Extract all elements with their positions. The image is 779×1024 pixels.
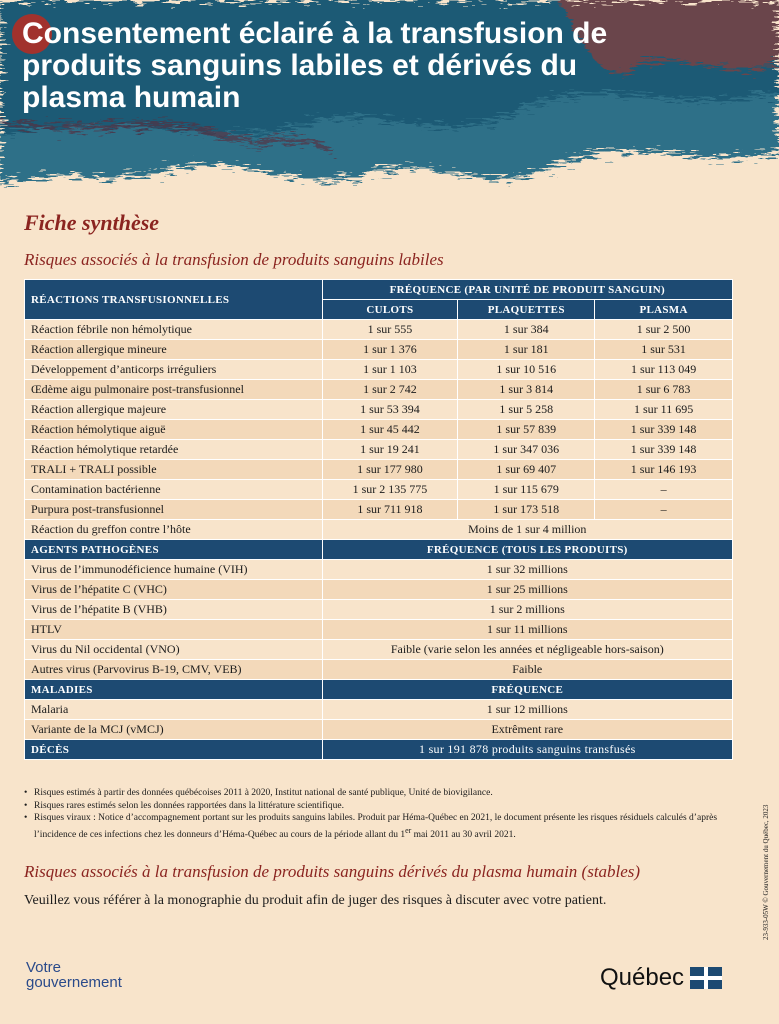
row-label: Réaction allergique mineure (25, 340, 323, 360)
footnote: • Risques estimés à partir des données québécoises 2011 à 2020, Institut national de santé publique, Unité de biovigilance. (24, 787, 724, 800)
section-header-agents (25, 540, 733, 560)
row-label: Virus de l’hépatite C (VHC) (25, 580, 323, 600)
row-label: TRALI + TRALI possible (25, 460, 323, 480)
row-value: 1 sur 11 millions (322, 620, 732, 640)
row-value: 1 sur 339 148 (595, 420, 733, 440)
footnote-text: Risques viraux : Notice d’accompagnement portant sur les produits sanguins labiles. Produit par Héma-Québec en 2021, le document présente les risques résiduels calculés d’après l’incidence de ces infections chez les donneurs d’Héma-Québec au cours de la période allant du 1 (34, 813, 718, 840)
table-row (25, 720, 733, 740)
row-label: Réaction du greffon contre l’hôte (25, 520, 323, 540)
row-label: Réaction hémolytique aiguë (25, 420, 323, 440)
row-label: Réaction hémolytique retardée (25, 440, 323, 460)
deces-row (25, 740, 733, 760)
row-label: Contamination bactérienne (25, 480, 323, 500)
row-value: 1 sur 347 036 (458, 440, 595, 460)
table-row (25, 640, 733, 660)
section-labile-title: Risques associés à la transfusion de produits sanguins labiles (24, 250, 444, 269)
row-label: Réaction fébrile non hémolytique (25, 320, 323, 340)
footnote-sup: er (405, 825, 412, 835)
row-value: 1 sur 173 518 (458, 500, 595, 520)
footnotes (24, 787, 724, 841)
row-value: Faible (varie selon les années et négligeable hors-saison) (322, 640, 732, 660)
title-text: onsentement éclairé à la transfusion de produits sanguins labiles et dérivés du plasma humain (22, 17, 608, 114)
row-value: – (595, 500, 733, 520)
table-row (25, 600, 733, 620)
quebec-wordmark: Québec (600, 964, 685, 991)
row-label: Malaria (25, 700, 323, 720)
row-value: 1 sur 11 695 (595, 400, 733, 420)
section-header-maladies (25, 680, 733, 700)
table-row (25, 660, 733, 680)
quebec-flag-icon (690, 967, 722, 989)
row-value: 1 sur 115 679 (458, 480, 595, 500)
table-row (25, 480, 733, 500)
logo-line2: gouvernement (26, 974, 122, 991)
row-value: 1 sur 69 407 (458, 460, 595, 480)
section-frequency-label: FRÉQUENCE (322, 680, 732, 700)
row-value: 1 sur 181 (458, 340, 595, 360)
side-credit-text: 23-933-05W © Gouvernement du Québec, 2023 (762, 804, 770, 940)
row-label: Virus du Nil occidental (VNO) (25, 640, 323, 660)
side-credit (751, 740, 770, 940)
row-value: 1 sur 555 (322, 320, 458, 340)
row-value: 1 sur 2 135 775 (322, 480, 458, 500)
row-value: 1 sur 5 258 (458, 400, 595, 420)
table-row (25, 620, 733, 640)
quebec-logo (600, 964, 722, 992)
col-header-frequency: FRÉQUENCE (PAR UNITÉ DE PRODUIT SANGUIN) (322, 280, 732, 300)
table-row (25, 400, 733, 420)
row-value: 1 sur 53 394 (322, 400, 458, 420)
row-value: Moins de 1 sur 4 million (322, 520, 732, 540)
row-label: Variante de la MCJ (vMCJ) (25, 720, 323, 740)
row-label: Développement d’anticorps irréguliers (25, 360, 323, 380)
footnote (24, 812, 724, 841)
col-header-plasma: PLASMA (595, 300, 733, 320)
instruction-text: Veuillez vous référer à la monographie du produit afin de juger des risques à discuter avec votre patient. (24, 893, 607, 908)
col-header-plaquettes: PLAQUETTES (458, 300, 595, 320)
page-title (22, 18, 642, 114)
section-label: MALADIES (25, 680, 323, 700)
row-label: Virus de l’hépatite B (VHB) (25, 600, 323, 620)
table-row (25, 440, 733, 460)
row-value: – (595, 480, 733, 500)
deces-label: DÉCÈS (25, 740, 323, 760)
table-row (25, 700, 733, 720)
row-value: 1 sur 12 millions (322, 700, 732, 720)
row-value: 1 sur 2 742 (322, 380, 458, 400)
row-value: 1 sur 32 millions (322, 560, 732, 580)
row-value: 1 sur 531 (595, 340, 733, 360)
row-value: 1 sur 177 980 (322, 460, 458, 480)
table-row (25, 520, 733, 540)
footnote: • Risques rares estimés selon les données rapportées dans la littérature scientifique. (24, 800, 724, 813)
row-value: 1 sur 45 442 (322, 420, 458, 440)
col-header-reactions: RÉACTIONS TRANSFUSIONNELLES (25, 280, 323, 320)
row-value: 1 sur 384 (458, 320, 595, 340)
row-value: 1 sur 339 148 (595, 440, 733, 460)
row-value: 1 sur 3 814 (458, 380, 595, 400)
row-value: 1 sur 6 783 (595, 380, 733, 400)
row-label: Réaction allergique majeure (25, 400, 323, 420)
row-value: 1 sur 10 516 (458, 360, 595, 380)
row-value: 1 sur 2 millions (322, 600, 732, 620)
table-row (25, 460, 733, 480)
table-row (25, 380, 733, 400)
row-label: Purpura post-transfusionnel (25, 500, 323, 520)
row-label: Œdème aigu pulmonaire post-transfusionnel (25, 380, 323, 400)
table-row (25, 320, 733, 340)
fiche-synthese-heading: Fiche synthèse (24, 210, 160, 235)
row-value: 1 sur 146 193 (595, 460, 733, 480)
col-header-culots: CULOTS (322, 300, 458, 320)
row-value: Extrêment rare (322, 720, 732, 740)
row-value: 1 sur 113 049 (595, 360, 733, 380)
row-value: 1 sur 2 500 (595, 320, 733, 340)
risk-table (24, 279, 733, 760)
row-value: 1 sur 19 241 (322, 440, 458, 460)
table-row (25, 500, 733, 520)
section-label: AGENTS PATHOGÈNES (25, 540, 323, 560)
row-value: 1 sur 57 839 (458, 420, 595, 440)
row-value: 1 sur 1 103 (322, 360, 458, 380)
row-value: Faible (322, 660, 732, 680)
footnote-text-end: mai 2011 au 30 avril 2021. (411, 829, 516, 840)
table-row (25, 360, 733, 380)
table-row (25, 580, 733, 600)
table-row (25, 340, 733, 360)
table-row (25, 420, 733, 440)
logo-line1: Votre (26, 959, 62, 976)
row-value: 1 sur 1 376 (322, 340, 458, 360)
section-frequency-label: FRÉQUENCE (TOUS LES PRODUITS) (322, 540, 732, 560)
row-value: 1 sur 25 millions (322, 580, 732, 600)
votre-gouvernement-logo (26, 960, 122, 990)
row-value: 1 sur 711 918 (322, 500, 458, 520)
section-stable-title: Risques associés à la transfusion de produits sanguins dérivés du plasma humain (stables) (24, 862, 641, 881)
table-row (25, 560, 733, 580)
deces-value: 1 sur 191 878 produits sanguins transfusés (322, 740, 732, 760)
row-label: HTLV (25, 620, 323, 640)
title-dropcap: C (22, 17, 44, 50)
row-label: Virus de l’immunodéficience humaine (VIH) (25, 560, 323, 580)
row-label: Autres virus (Parvovirus B-19, CMV, VEB) (25, 660, 323, 680)
